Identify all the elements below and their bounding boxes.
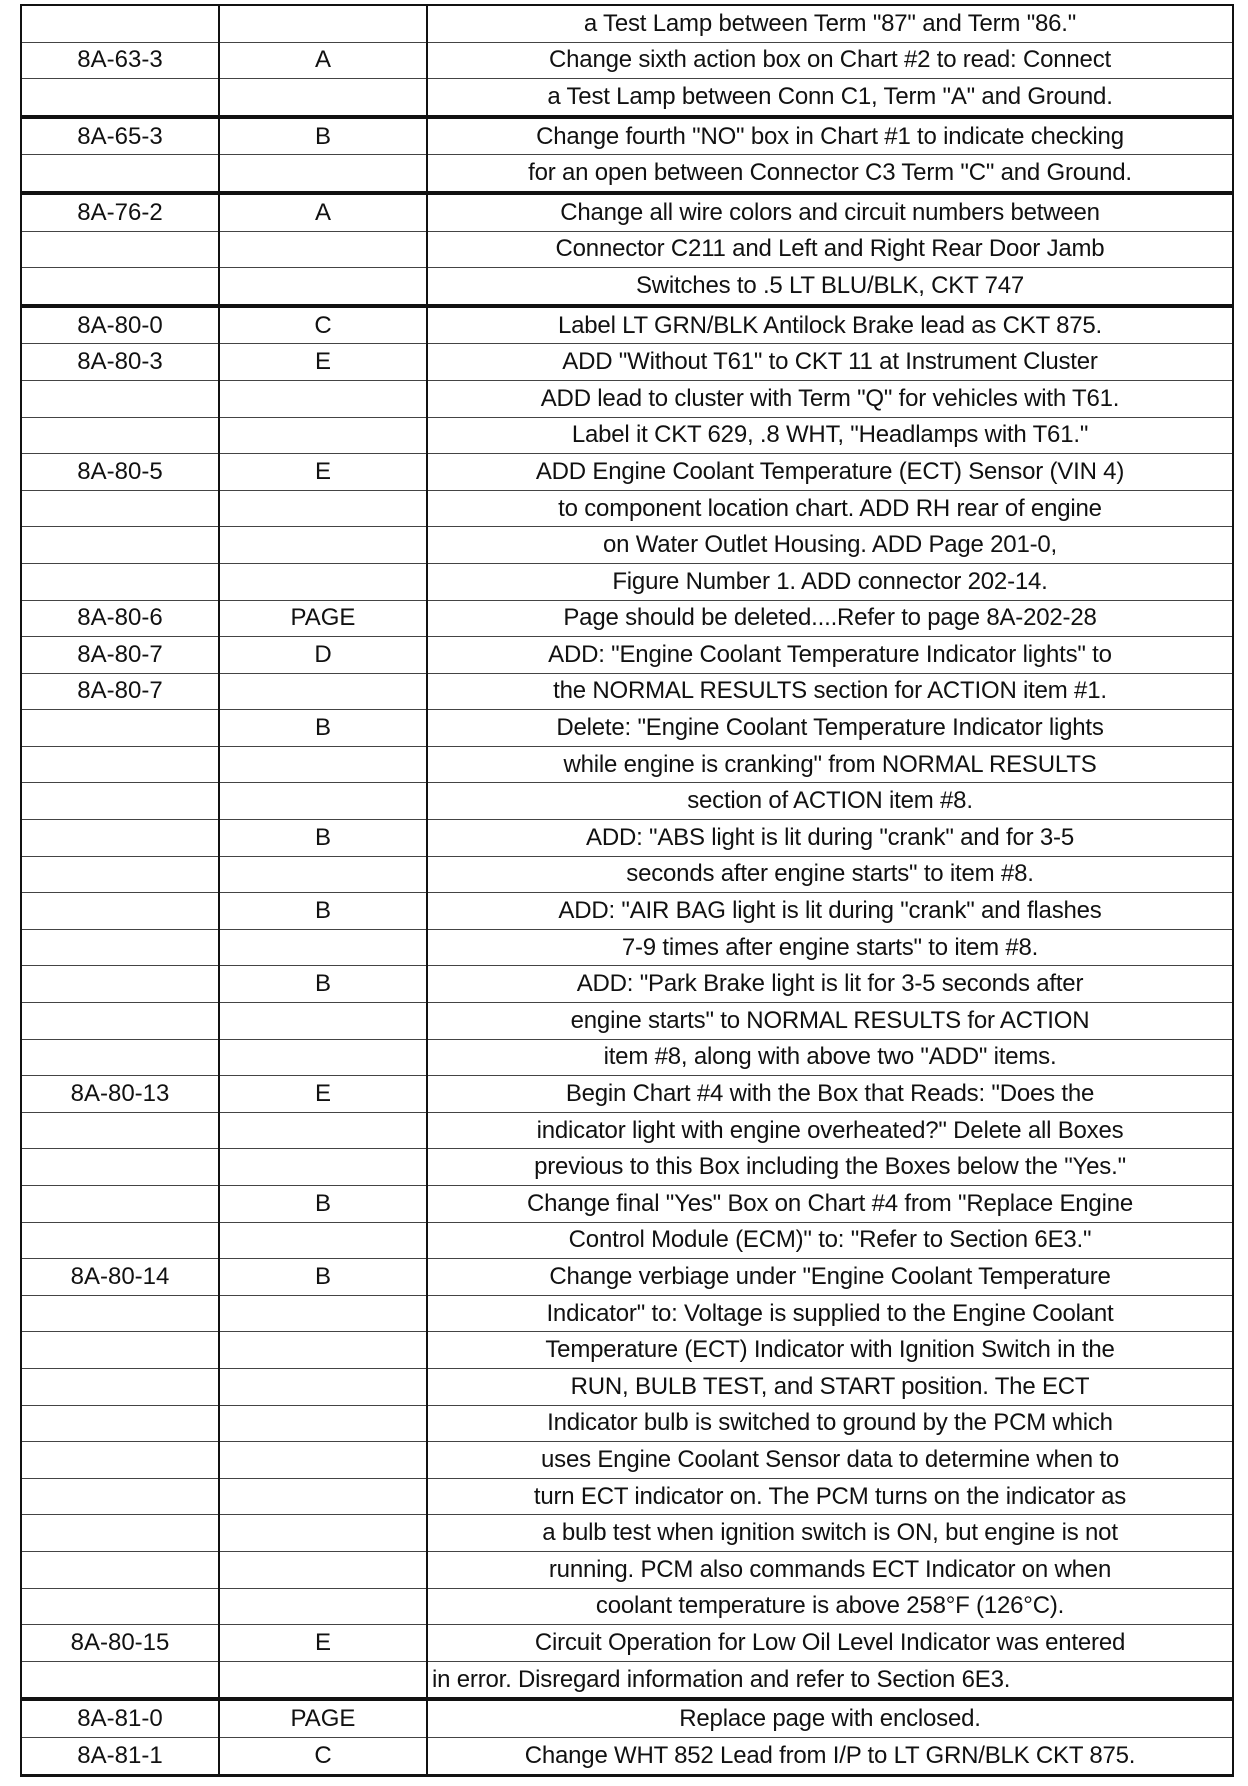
table-row [21,231,1233,268]
change-description-cell: Indicator" to: Voltage is supplied to the Engine Coolant [427,1295,1233,1332]
page-reference-cell: 8A-80-13 [21,1076,219,1113]
table-row [21,1149,1233,1186]
change-description-cell: indicator light with engine overheated?" Delete all Boxes [427,1112,1233,1149]
change-description-cell: Change WHT 852 Lead from I/P to LT GRN/BLK CKT 875. [427,1737,1233,1775]
page-reference-cell [21,966,219,1003]
page-reference-cell [21,1149,219,1186]
change-description-cell: Control Module (ECM)" to: "Refer to Section 6E3." [427,1222,1233,1259]
change-code-cell: E [219,1625,427,1662]
page-reference-cell [21,783,219,820]
change-code-cell [219,1478,427,1515]
change-description-cell: uses Engine Coolant Sensor data to determine when to [427,1442,1233,1479]
page-reference-cell [21,929,219,966]
change-code-cell: B [219,117,427,155]
table-row [21,929,1233,966]
change-description-cell: ADD: "AIR BAG light is lit during "crank" and flashes [427,893,1233,930]
page-reference-cell [21,79,219,117]
change-description-cell: turn ECT indicator on. The PCM turns on the indicator as [427,1478,1233,1515]
change-code-cell: PAGE [219,1699,427,1737]
change-description-cell: ADD: "Park Brake light is lit for 3-5 seconds after [427,966,1233,1003]
change-description-cell: Label LT GRN/BLK Antilock Brake lead as CKT 875. [427,306,1233,344]
change-description-cell: engine starts" to NORMAL RESULTS for ACTION [427,1003,1233,1040]
change-description-cell: 7-9 times after engine starts" to item #8. [427,929,1233,966]
change-code-cell: A [219,42,427,79]
page-reference-cell [21,563,219,600]
change-code-cell [219,673,427,710]
table-row [21,193,1233,231]
page-reference-cell [21,1332,219,1369]
change-description-cell: the NORMAL RESULTS section for ACTION item #1. [427,673,1233,710]
page-reference-cell: 8A-80-0 [21,306,219,344]
change-description-cell: ADD: "ABS light is lit during "crank" and for 3-5 [427,820,1233,857]
change-description-cell: Delete: "Engine Coolant Temperature Indicator lights [427,710,1233,747]
page-reference-cell: 8A-80-15 [21,1625,219,1662]
change-description-cell: Change final "Yes" Box on Chart #4 from "Replace Engine [427,1186,1233,1223]
table-row [21,1003,1233,1040]
change-description-cell: in error. Disregard information and refer to Section 6E3. [427,1661,1233,1699]
page-reference-cell: 8A-80-14 [21,1259,219,1296]
table-row [21,1625,1233,1662]
table-row [21,527,1233,564]
change-description-cell: Replace page with enclosed. [427,1699,1233,1737]
change-code-cell [219,268,427,306]
change-code-cell [219,1222,427,1259]
table-row [21,673,1233,710]
change-code-cell [219,1661,427,1699]
change-description-cell: for an open between Connector C3 Term "C" and Ground. [427,155,1233,193]
change-code-cell: PAGE [219,600,427,637]
change-code-cell [219,231,427,268]
change-code-cell [219,1332,427,1369]
page-reference-cell: 8A-65-3 [21,117,219,155]
change-code-cell: D [219,637,427,674]
errata-table [20,4,1234,1777]
change-code-cell [219,1442,427,1479]
page-reference-cell [21,1515,219,1552]
change-code-cell: B [219,1259,427,1296]
change-description-cell: a Test Lamp between Term "87" and Term "86." [427,5,1233,42]
page-reference-cell [21,527,219,564]
change-description-cell: section of ACTION item #8. [427,783,1233,820]
change-code-cell [219,856,427,893]
change-description-cell: Connector C211 and Left and Right Rear Door Jamb [427,231,1233,268]
change-code-cell: B [219,966,427,1003]
table-row [21,1368,1233,1405]
table-row [21,966,1233,1003]
change-code-cell [219,1112,427,1149]
table-row [21,637,1233,674]
change-description-cell: Change all wire colors and circuit numbers between [427,193,1233,231]
change-description-cell: Indicator bulb is switched to ground by the PCM which [427,1405,1233,1442]
change-code-cell: B [219,710,427,747]
page-reference-cell [21,1368,219,1405]
table-row [21,1186,1233,1223]
table-row [21,490,1233,527]
page-reference-cell: 8A-80-3 [21,344,219,381]
table-row [21,417,1233,454]
table-row [21,710,1233,747]
change-description-cell: Page should be deleted....Refer to page 8A-202-28 [427,600,1233,637]
change-code-cell [219,1149,427,1186]
table-row [21,5,1233,42]
change-code-cell: B [219,1186,427,1223]
page-reference-cell: 8A-80-7 [21,637,219,674]
table-row [21,306,1233,344]
page-reference-cell [21,231,219,268]
table-row [21,380,1233,417]
change-description-cell: previous to this Box including the Boxes below the "Yes." [427,1149,1233,1186]
page-reference-cell: 8A-80-7 [21,673,219,710]
change-code-cell: E [219,1076,427,1113]
table-row [21,1515,1233,1552]
table-row [21,42,1233,79]
change-code-cell: B [219,820,427,857]
change-description-cell: running. PCM also commands ECT Indicator on when [427,1551,1233,1588]
change-description-cell: item #8, along with above two "ADD" items. [427,1039,1233,1076]
page-reference-cell: 8A-80-5 [21,454,219,491]
change-code-cell [219,490,427,527]
change-code-cell [219,1039,427,1076]
page-reference-cell [21,1442,219,1479]
page-reference-cell: 8A-63-3 [21,42,219,79]
change-description-cell: Begin Chart #4 with the Box that Reads: "Does the [427,1076,1233,1113]
change-code-cell [219,417,427,454]
page-reference-cell [21,1588,219,1625]
change-code-cell: E [219,454,427,491]
table-row [21,856,1233,893]
page-reference-cell [21,1112,219,1149]
page-reference-cell [21,1551,219,1588]
table-row [21,1405,1233,1442]
table-row [21,1478,1233,1515]
page-reference-cell [21,1003,219,1040]
page-reference-cell: 8A-81-1 [21,1737,219,1775]
change-description-cell: to component location chart. ADD RH rear of engine [427,490,1233,527]
change-description-cell: while engine is cranking" from NORMAL RESULTS [427,746,1233,783]
table-row [21,344,1233,381]
change-description-cell: RUN, BULB TEST, and START position. The ECT [427,1368,1233,1405]
page-reference-cell [21,710,219,747]
change-code-cell [219,1515,427,1552]
page-reference-cell [21,1661,219,1699]
change-description-cell: coolant temperature is above 258°F (126°C). [427,1588,1233,1625]
page-reference-cell [21,1039,219,1076]
change-description-cell: Figure Number 1. ADD connector 202-14. [427,563,1233,600]
table-row [21,1222,1233,1259]
change-description-cell: seconds after engine starts" to item #8. [427,856,1233,893]
change-description-cell: ADD Engine Coolant Temperature (ECT) Sensor (VIN 4) [427,454,1233,491]
change-code-cell [219,746,427,783]
page-reference-cell [21,893,219,930]
change-code-cell: E [219,344,427,381]
change-code-cell [219,563,427,600]
change-description-cell: a Test Lamp between Conn C1, Term "A" and Ground. [427,79,1233,117]
page-reference-cell [21,820,219,857]
table-row [21,1295,1233,1332]
change-code-cell [219,527,427,564]
change-description-cell: on Water Outlet Housing. ADD Page 201-0, [427,527,1233,564]
change-code-cell [219,1551,427,1588]
change-description-cell: a bulb test when ignition switch is ON, but engine is not [427,1515,1233,1552]
page-reference-cell [21,155,219,193]
change-code-cell: B [219,893,427,930]
table-row [21,783,1233,820]
table-row [21,117,1233,155]
table-row [21,1332,1233,1369]
table-row [21,79,1233,117]
table-row [21,600,1233,637]
change-description-cell: ADD lead to cluster with Term "Q" for vehicles with T61. [427,380,1233,417]
table-row [21,1699,1233,1737]
table-row [21,268,1233,306]
page-reference-cell [21,417,219,454]
page-reference-cell [21,380,219,417]
change-code-cell [219,929,427,966]
table-row [21,1112,1233,1149]
change-code-cell: A [219,193,427,231]
change-description-cell: Label it CKT 629, .8 WHT, "Headlamps with T61." [427,417,1233,454]
page-reference-cell [21,746,219,783]
change-code-cell [219,79,427,117]
table-row [21,1737,1233,1775]
page-reference-cell [21,1405,219,1442]
page-reference-cell [21,856,219,893]
change-description-cell: ADD: "Engine Coolant Temperature Indicator lights" to [427,637,1233,674]
errata-table-body [21,5,1233,1775]
page-reference-cell [21,1478,219,1515]
change-description-cell: Change fourth "NO" box in Chart #1 to indicate checking [427,117,1233,155]
page-reference-cell [21,5,219,42]
page-reference-cell: 8A-81-0 [21,1699,219,1737]
table-row [21,563,1233,600]
table-row [21,1039,1233,1076]
change-description-cell: Circuit Operation for Low Oil Level Indicator was entered [427,1625,1233,1662]
change-description-cell: Change verbiage under "Engine Coolant Temperature [427,1259,1233,1296]
change-code-cell: C [219,306,427,344]
table-row [21,155,1233,193]
table-row [21,1551,1233,1588]
table-row [21,893,1233,930]
change-code-cell [219,155,427,193]
change-description-cell: Switches to .5 LT BLU/BLK, CKT 747 [427,268,1233,306]
table-row [21,1076,1233,1113]
change-code-cell [219,1295,427,1332]
change-code-cell [219,783,427,820]
page-reference-cell: 8A-76-2 [21,193,219,231]
change-description-cell: Temperature (ECT) Indicator with Ignition Switch in the [427,1332,1233,1369]
table-row [21,1588,1233,1625]
change-code-cell [219,380,427,417]
page-reference-cell [21,1295,219,1332]
table-row [21,746,1233,783]
change-description-cell: ADD "Without T61" to CKT 11 at Instrument Cluster [427,344,1233,381]
change-code-cell [219,1405,427,1442]
change-code-cell [219,1003,427,1040]
change-code-cell: C [219,1737,427,1775]
table-row [21,1442,1233,1479]
page-reference-cell [21,490,219,527]
change-code-cell [219,1368,427,1405]
table-row [21,1259,1233,1296]
table-row [21,1661,1233,1699]
page-reference-cell: 8A-80-6 [21,600,219,637]
table-row [21,820,1233,857]
change-description-cell: Change sixth action box on Chart #2 to read: Connect [427,42,1233,79]
change-code-cell [219,1588,427,1625]
page-reference-cell [21,1222,219,1259]
table-row [21,454,1233,491]
change-code-cell [219,5,427,42]
page-reference-cell [21,1186,219,1223]
page-reference-cell [21,268,219,306]
